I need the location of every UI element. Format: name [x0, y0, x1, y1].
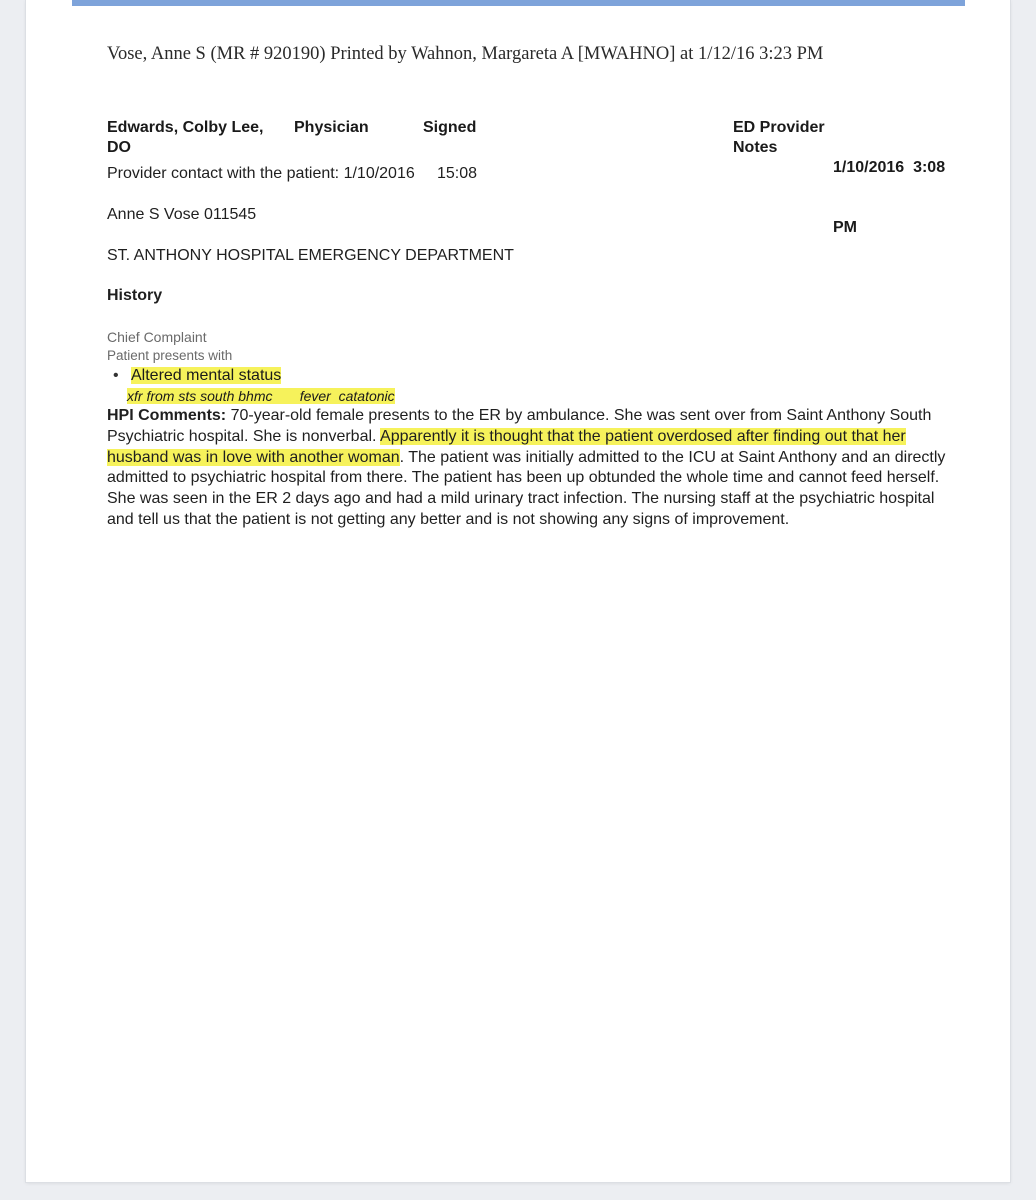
note-status: Signed [423, 119, 477, 136]
note-author-role: Physician [294, 119, 369, 136]
patient-line: Anne S Vose 011545 [107, 206, 257, 223]
chief-complaint-label: Chief Complaint [107, 329, 207, 345]
complaint-detail [127, 387, 395, 405]
document-top-bar [72, 0, 965, 6]
history-heading: History [107, 287, 163, 304]
hpi-paragraph [107, 406, 947, 531]
bullet-icon: • [113, 367, 119, 384]
note-datetime [833, 118, 945, 258]
note-type-line1: ED Provider [733, 119, 825, 136]
hpi-label: HPI Comments: [107, 407, 227, 424]
complaint-detail-text: xfr from sts south bhmc fever catatonic [127, 388, 395, 404]
note-type [733, 118, 825, 158]
complaint-text: Altered mental status [131, 367, 282, 384]
note-author [107, 118, 263, 158]
note-author-credential: DO [107, 139, 131, 156]
note-author-name: Edwards, Colby Lee, [107, 119, 264, 136]
provider-contact-line: Provider contact with the patient: 1/10/2016 15:08 [107, 165, 478, 182]
note-datetime-line2: PM [833, 219, 857, 236]
complaint-item [113, 366, 281, 386]
presents-with-label: Patient presents with [107, 348, 233, 363]
hpi-highlighted-text: Apparently it is thought that the patient overdosed after finding out that her husband was in love with another woman [107, 427, 906, 466]
print-header: Vose, Anne S (MR # 920190) Printed by Wahnon, Margareta A [MWAHNO] at 1/12/16 3:23 PM [107, 44, 824, 64]
hpi-text-after: . The patient was initially admitted to the ICU at Saint Anthony and an directly admitted to psychiatric hospital from there. The patient has been up obtunded the whole time and cannot feed herself. She was seen in the ER 2 days ago and had a mild urinary tract infection. The nursing staff at the psychiatric hospital and tell us that the patient is not getting any better and is not showing any signs of improvement. [107, 448, 946, 528]
facility-line: ST. ANTHONY HOSPITAL EMERGENCY DEPARTMENT [107, 247, 514, 264]
hpi-text-before: 70-year-old female presents to the ER by ambulance. She was sent over from Saint Anthony South Psychiatric hospital. She is nonverbal. [107, 407, 932, 445]
note-datetime-line1: 1/10/2016 3:08 [833, 159, 946, 176]
note-type-line2: Notes [733, 139, 778, 156]
